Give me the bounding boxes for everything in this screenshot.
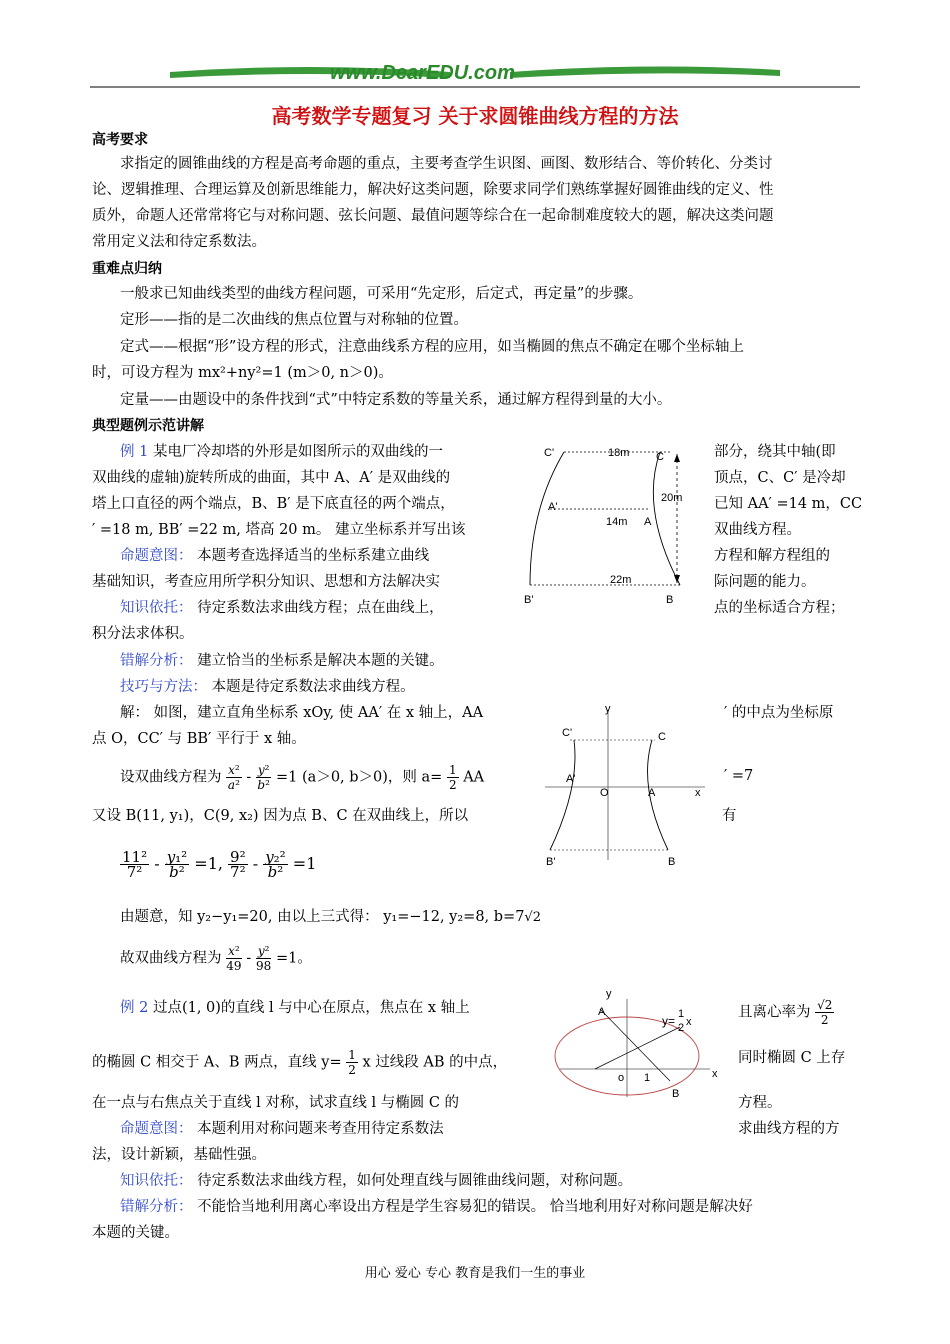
label-A: A	[598, 1006, 606, 1018]
label-A-prime: A'	[566, 773, 576, 785]
paragraph-line: 际问题的能力。	[714, 574, 816, 590]
paragraph-line: 定形——指的是二次曲线的焦点位置与对称轴的位置。	[120, 312, 468, 328]
label-C: C	[656, 451, 664, 463]
paragraph-line: 基础知识，考查应用所学积分知识、思想和方法解决实	[92, 574, 440, 590]
paragraph-line: 质外，命题人还常常将它与对称问题、弦长问题、最值问题等综合在一起命制难度较大的题，解决这类问题	[92, 208, 774, 224]
axis-x-label: x	[695, 787, 701, 799]
paragraph-line: 有	[722, 808, 737, 824]
axis-x-label: x	[712, 1068, 718, 1080]
paragraph-line: 方程。	[738, 1095, 782, 1111]
paragraph-line: 法，设计新颖，基础性强。	[92, 1147, 266, 1163]
paragraph-line: 又设 B(11, y₁)，C(9, x₂) 因为点 B、C 在双曲线上，所以	[92, 808, 469, 824]
label-C: C	[658, 731, 666, 743]
paragraph-line: 塔上口直径的两个端点，B、B′ 是下底直径的两个端点，	[92, 496, 455, 512]
label-22m: 22m	[610, 574, 632, 586]
paragraph-line: x 过线段 AB 的中点，	[362, 1054, 508, 1071]
fraction-numerator: 1	[678, 1008, 685, 1020]
page-footer: 用心 爱心 专心 教育是我们一生的事业	[364, 1266, 586, 1281]
paragraph-line: 故双曲线方程为	[120, 950, 222, 967]
label-A: A	[648, 787, 656, 799]
basis-label: 知识依托：	[120, 600, 193, 616]
section-heading-examples: 典型题例示范讲解	[92, 418, 204, 434]
label-origin: O	[600, 787, 609, 799]
paragraph-line: 本题是待定系数法求曲线方程。	[211, 679, 415, 695]
paragraph-line: 求指定的圆锥曲线的方程是高考命题的重点，主要考查学生识图、画图、数形结合、等价转化、分类讨	[120, 156, 773, 172]
paragraph-line: 建立恰当的坐标系是解决本题的关键。	[197, 653, 444, 669]
section-heading-key-points: 重难点归纳	[92, 261, 162, 277]
example-2-label: 例 2	[120, 1000, 149, 1016]
label-B: B	[668, 856, 676, 868]
paragraph-line: 求曲线方程的方	[738, 1121, 840, 1137]
cooling-tower-figure	[520, 438, 710, 608]
intent-label: 命题意图：	[120, 548, 193, 564]
paragraph-line: 双曲线方程。	[714, 522, 801, 538]
paragraph-line: 不能恰当地利用离心率设出方程是学生容易犯的错误。 恰当地利用好对称问题是解决好	[197, 1199, 753, 1215]
paragraph-line: 本题考查选择适当的坐标系建立曲线	[197, 548, 430, 564]
error-label: 错解分析：	[120, 1199, 193, 1215]
label-20m: 20m	[661, 492, 683, 504]
formula-y2-over-98: $\frac{\text{y²}}{98}$	[255, 944, 272, 973]
intent-label: 命题意图：	[120, 1121, 193, 1137]
paragraph-line: 的椭圆 C 相交于 A、B 两点，直线 y=	[92, 1054, 342, 1071]
label-C-prime: C'	[562, 727, 573, 739]
formula-one-half: $\frac{1}{2}$	[448, 763, 457, 792]
paragraph-line: 定式——根据“形”设方程的形式，注意曲线系方程的应用，如当椭圆的焦点不确定在哪个坐标轴上	[120, 339, 744, 355]
formula-x2-over-a2: $\frac{\text{x²}}{\text{a²}}$	[227, 763, 240, 792]
paragraph-line: 解： 如图，建立直角坐标系 xOy, 使 AA′ 在 x 轴上，AA	[120, 705, 484, 721]
paragraph-line: 顶点，C、C′ 是冷却	[714, 470, 846, 486]
paragraph-line: 论、逻辑推理、合理运算及创新思维能力，解决好这类问题，除要求同学们熟练掌握好圆锥曲线的定义、性	[92, 182, 774, 198]
paragraph-line: ′ =7	[724, 768, 754, 784]
paragraph-line: 同时椭圆 C 上存	[738, 1050, 846, 1066]
axis-y-label: y	[605, 703, 611, 715]
paragraph-line: 待定系数法求曲线方程，如何处理直线与圆锥曲线问题，对称问题。	[197, 1173, 633, 1189]
skill-label: 技巧与方法：	[120, 679, 207, 695]
section-heading-requirements: 高考要求	[92, 132, 148, 148]
label-one: 1	[644, 1072, 651, 1084]
ellipse-figure	[540, 985, 730, 1105]
paragraph-line: =1。	[276, 950, 312, 967]
label-A: A	[644, 516, 652, 528]
page-title: 高考数学专题复习 关于求圆锥曲线方程的方法	[271, 104, 679, 128]
error-label: 错解分析：	[120, 653, 193, 669]
paragraph-line: ′ 的中点为坐标原	[724, 705, 834, 721]
label-14m: 14m	[606, 516, 628, 528]
label-B-prime: B'	[546, 856, 556, 868]
label-C-prime: C'	[544, 447, 555, 459]
label-origin: o	[618, 1072, 625, 1084]
paragraph-line: 本题利用对称问题来考查用待定系数法	[197, 1121, 444, 1137]
label-18m: 18m	[608, 447, 630, 459]
paragraph-line: 且离心率为	[738, 1004, 811, 1021]
paragraph-line: AA	[463, 769, 485, 786]
paragraph-line: 本题的关键。	[92, 1225, 179, 1241]
paragraph-line: 积分法求体积。	[92, 626, 194, 642]
formula-y2-over-b2: $\frac{\text{y²}}{\text{b²}}$	[257, 763, 270, 792]
paragraph-line: 过点(1, 0)的直线 l 与中心在原点，焦点在 x 轴上	[152, 1000, 470, 1016]
paragraph-line: 时，可设方程为 mx²+ny²=1 (m＞0, n＞0)。	[92, 365, 393, 381]
paragraph-line: 常用定义法和待定系数法。	[92, 234, 266, 250]
site-logo[interactable]: www.DearEDU.com	[330, 62, 515, 84]
label-B: B	[672, 1088, 680, 1100]
label-A-prime: A'	[548, 501, 558, 513]
formula-sqrt2-over-2: $\frac{√2}{2}$	[817, 998, 833, 1027]
line-equation-x: x	[686, 1016, 692, 1028]
paragraph-line: 设双曲线方程为	[120, 769, 222, 786]
paragraph-line: 在一点与右焦点关于直线 l 对称，试求直线 l 与椭圆 C 的	[92, 1095, 460, 1111]
system-of-equations: $\frac{\text{11²}}{\text{7²}}$ - $\frac{\text{y₁²}}{\text{b²}}$ =1, $\frac{\text{9²}}{\text{7²}}$ - $\frac{\text{y₂²}}{\text{b²}}$ =1	[122, 848, 317, 881]
paragraph-line: 定量——由题设中的条件找到“式”中特定系数的等量关系，通过解方程得到量的大小。	[120, 392, 672, 408]
formula-x2-over-49: $\frac{\text{x²}}{49}$	[226, 944, 242, 973]
paragraph-line: 已知 AA′ =14 m，CC	[714, 496, 863, 512]
paragraph-line: 点 O，CC′ 与 BB′ 平行于 x 轴。	[92, 731, 306, 747]
paragraph-line: 一般求已知曲线类型的曲线方程问题，可采用“先定形，后定式，再定量”的步骤。	[120, 286, 643, 302]
axis-y-label: y	[606, 988, 612, 1000]
paragraph-line: ′ =18 m, BB′ =22 m, 塔高 20 m。 建立坐标系并写出该	[92, 522, 466, 538]
paragraph-line: 点的坐标适合方程；	[714, 600, 845, 616]
paragraph-line: 方程和解方程组的	[714, 548, 830, 564]
coordinate-hyperbola-figure	[540, 700, 720, 870]
formula-one-half: $\frac{1}{2}$	[348, 1048, 356, 1077]
label-B-prime: B'	[524, 594, 534, 606]
fraction-denominator: 2	[678, 1022, 685, 1034]
example-1-label: 例 1	[120, 444, 149, 460]
line-equation-label: y=	[662, 1014, 676, 1028]
label-B: B	[666, 594, 674, 606]
paragraph-line: 待定系数法求曲线方程；点在曲线上，	[197, 600, 444, 616]
paragraph-line: =1 (a＞0, b＞0)，则 a=	[276, 769, 443, 786]
paragraph-line: 由题意，知 y₂−y₁=20, 由以上三式得： y₁=−12, y₂=8, b=7	[120, 909, 525, 925]
basis-label: 知识依托：	[120, 1173, 193, 1189]
paragraph-line: 部分，绕其中轴(即	[714, 444, 836, 460]
paragraph-line: 某电厂冷却塔的外形是如图所示的双曲线的一	[152, 444, 443, 460]
paragraph-line: 双曲线的虚轴)旋转所成的曲面，其中 A、A′ 是双曲线的	[92, 470, 451, 486]
